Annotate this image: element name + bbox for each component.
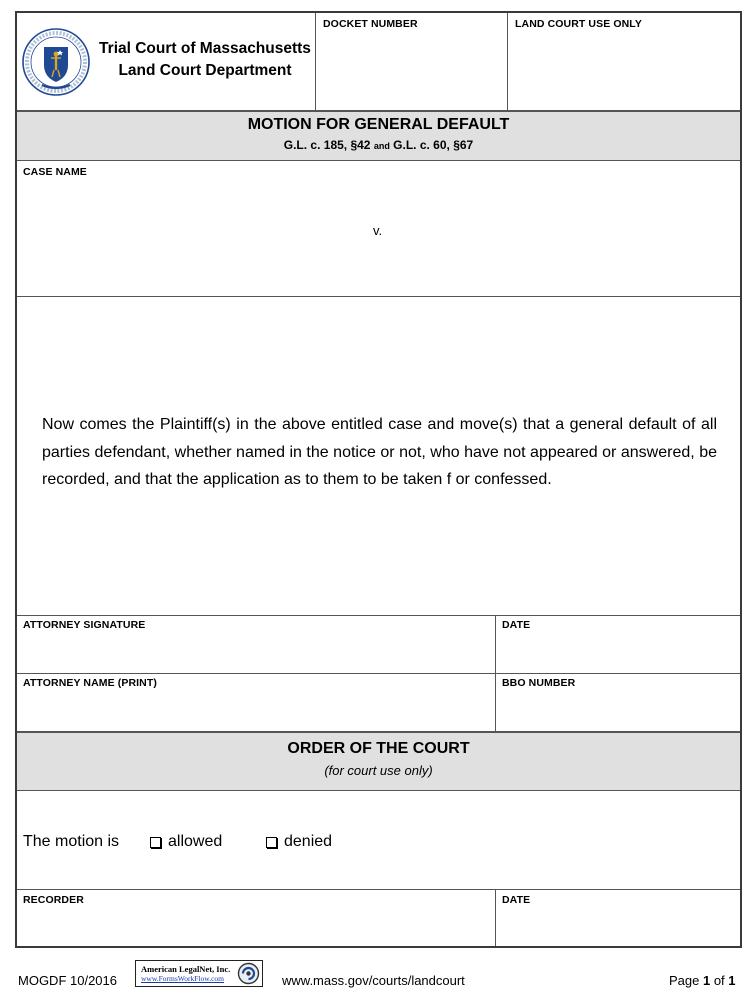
attorney-signature-label: ATTORNEY SIGNATURE: [23, 619, 146, 631]
page-of: of: [710, 973, 729, 988]
versus-text: v.: [373, 223, 383, 238]
form-container: [15, 11, 742, 948]
form-code: MOGDF 10/2016: [18, 973, 117, 988]
court-department: Land Court Department: [118, 62, 292, 79]
globe-icon: [237, 962, 260, 985]
attorney-signature-field[interactable]: [19, 633, 491, 671]
divider: [17, 615, 740, 616]
citation-part1: G.L. c. 185, §42: [283, 138, 374, 152]
motion-is-text: The motion is: [23, 833, 120, 850]
divider: [17, 296, 740, 297]
denied-option[interactable]: [266, 833, 332, 851]
citation-part2: G.L. c. 60, §67: [389, 138, 474, 152]
divider: [17, 889, 740, 890]
page-total: 1: [728, 973, 736, 988]
order-subtitle: (for court use only): [324, 763, 433, 778]
recorder-field[interactable]: [19, 908, 491, 944]
attorney-name-label: ATTORNEY NAME (PRINT): [23, 677, 157, 689]
allowed-label: allowed: [168, 833, 223, 850]
allowed-checkbox[interactable]: [150, 837, 161, 848]
recorder-date-field[interactable]: [498, 908, 738, 944]
american-legalnet-logo[interactable]: [135, 960, 263, 987]
page-indicator: [669, 973, 736, 988]
attorney-date-field[interactable]: [498, 633, 738, 671]
allowed-option[interactable]: [150, 833, 222, 851]
motion-citation: [17, 138, 740, 152]
bbo-number-field[interactable]: [498, 691, 738, 729]
divider: [17, 731, 740, 733]
attorney-name-field[interactable]: [19, 691, 491, 729]
divider: [17, 160, 740, 161]
docket-number-field[interactable]: [317, 33, 505, 108]
logo-website-link[interactable]: www.FormsWorkFlow.com: [141, 974, 225, 983]
page-prefix: Page: [669, 973, 703, 988]
citation-and: and: [373, 141, 390, 151]
motion-body-text: Now comes the Plaintiff(s) in the above entitled case and move(s) that a general default of all parties defendant, whether named in the notice or not, who have not appeared or answered, be recorded, and that the application as to them to be taken f or confessed.: [42, 416, 717, 488]
docket-number-label: DOCKET NUMBER: [323, 18, 418, 30]
divider: [17, 790, 740, 791]
court-title: [95, 38, 315, 82]
court-website[interactable]: www.mass.gov/courts/landcourt: [282, 973, 465, 988]
page-number: 1: [702, 973, 711, 988]
recorder-date-label: DATE: [502, 894, 531, 906]
divider: [17, 673, 740, 674]
bbo-number-label: BBO NUMBER: [502, 677, 576, 689]
divider: [495, 889, 496, 946]
divider: [17, 110, 740, 112]
denied-label: denied: [284, 833, 333, 850]
massachusetts-seal-icon: [20, 27, 92, 97]
court-name: Trial Court of Massachusetts: [99, 40, 311, 57]
attorney-date-label: DATE: [502, 619, 531, 631]
land-court-use-field: [509, 33, 739, 108]
divider: [507, 13, 508, 110]
recorder-label: RECORDER: [23, 894, 84, 906]
denied-checkbox[interactable]: [266, 837, 277, 848]
land-court-use-label: LAND COURT USE ONLY: [515, 18, 642, 30]
divider: [315, 13, 316, 110]
case-name-label: CASE NAME: [23, 166, 87, 178]
logo-company-name: American LegalNet, Inc.: [141, 964, 231, 974]
motion-title: MOTION FOR GENERAL DEFAULT: [247, 116, 510, 133]
order-title: ORDER OF THE COURT: [287, 740, 470, 757]
